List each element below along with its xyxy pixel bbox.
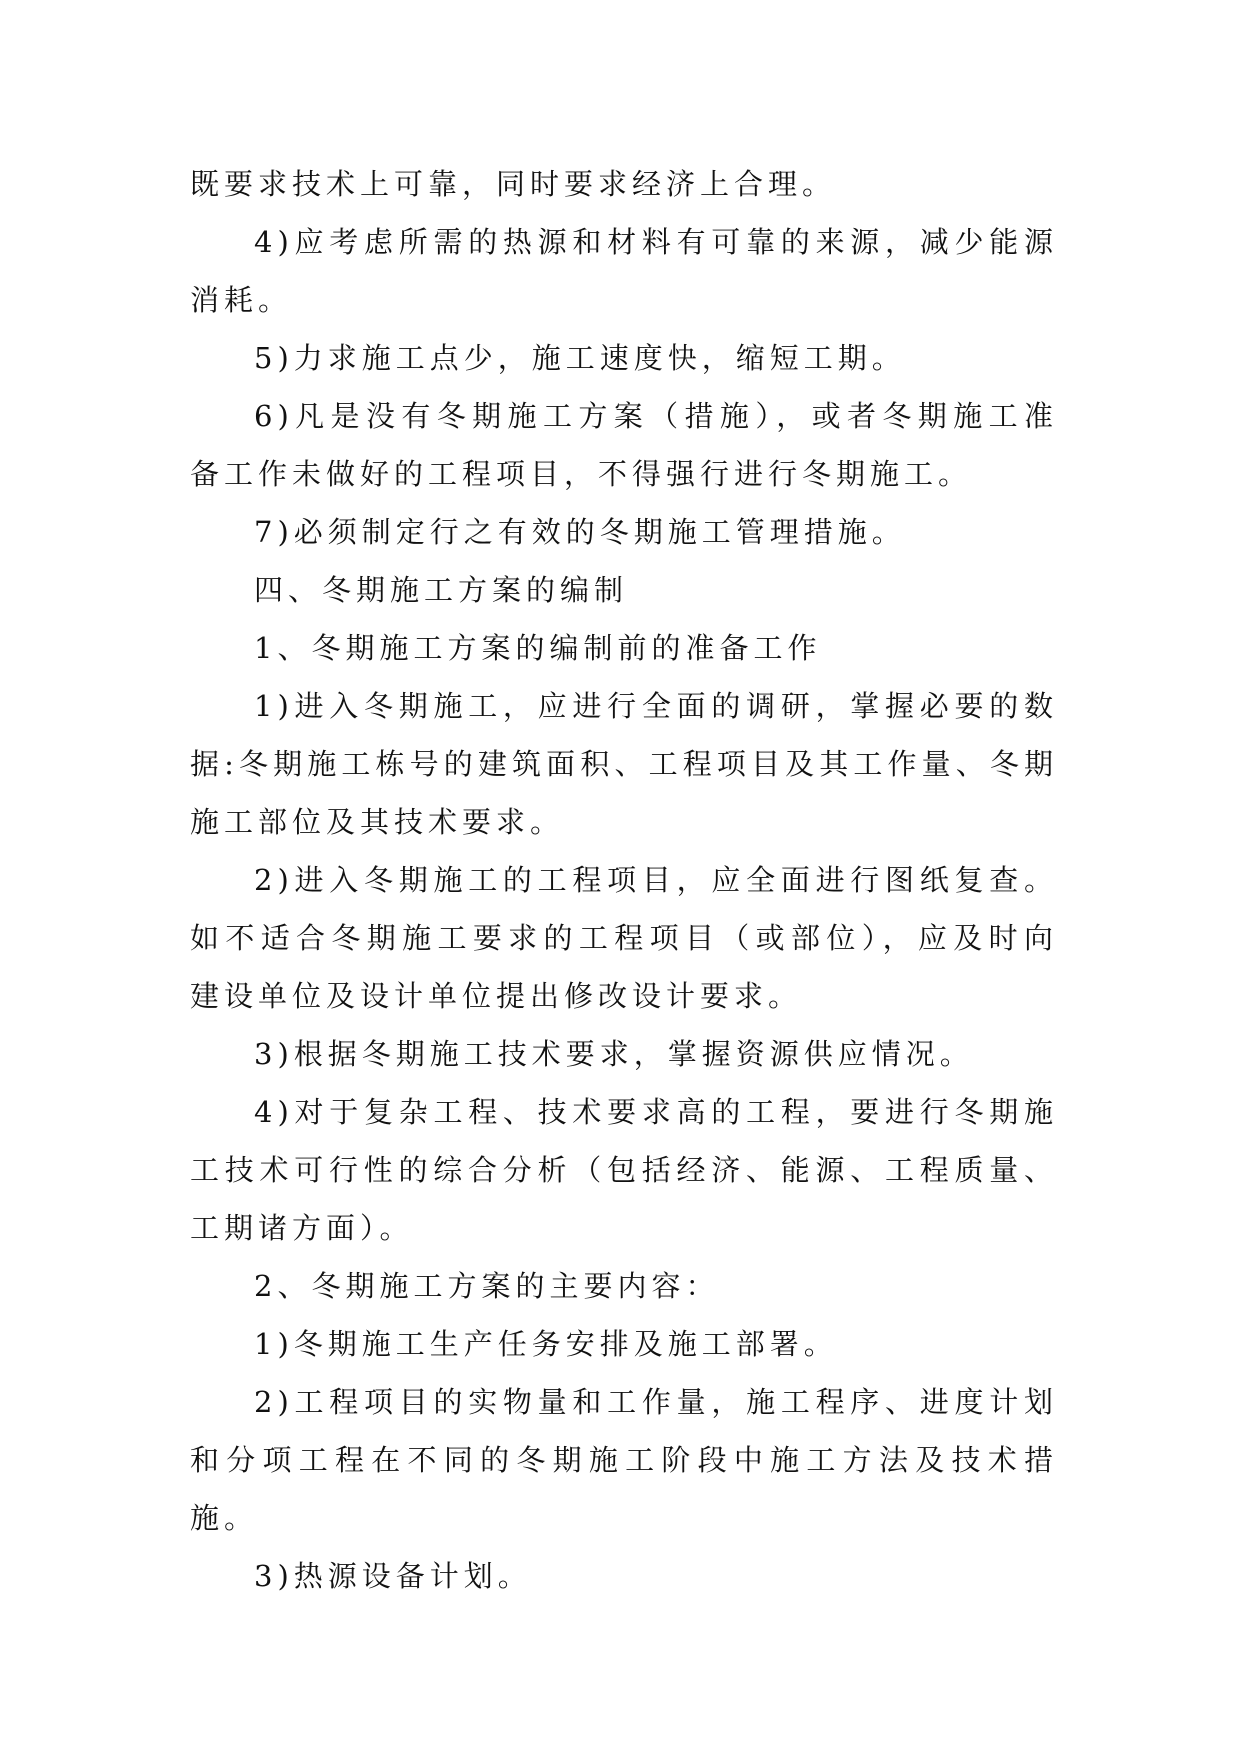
paragraph-content-1: 1)冬期施工生产任务安排及施工部署。 <box>254 1327 838 1361</box>
paragraph-item-4: 4)应考虑所需的热源和材料有可靠的来源，减少能源消耗。 <box>190 225 1058 317</box>
document-page <box>190 155 1058 1605</box>
paragraph-item-5: 5)力求施工点少，施工速度快，缩短工期。 <box>254 341 906 375</box>
subsection-heading-1: 1、冬期施工方案的编制前的准备工作 <box>254 631 822 665</box>
paragraph-continuation: 既要求技术上可靠，同时要求经济上合理。 <box>190 167 837 201</box>
paragraph-prep-2: 2)进入冬期施工的工程项目，应全面进行图纸复查。如不适合冬期施工要求的工程项目（或部位），应及时向建设单位及设计单位提出修改设计要求。 <box>190 863 1058 1013</box>
paragraph-content-2: 2)工程项目的实物量和工作量，施工程序、进度计划和分项工程在不同的冬期施工阶段中施工方法及技术措施。 <box>190 1385 1058 1535</box>
section-heading-4: 四、冬期施工方案的编制 <box>254 573 629 607</box>
paragraph-item-6: 6)凡是没有冬期施工方案（措施），或者冬期施工准备工作未做好的工程项目，不得强行进行冬期施工。 <box>190 399 1058 491</box>
paragraph-prep-4: 4)对于复杂工程、技术要求高的工程，要进行冬期施工技术可行性的综合分析（包括经济、能源、工程质量、工期诸方面）。 <box>190 1095 1058 1245</box>
paragraph-prep-1: 1)进入冬期施工，应进行全面的调研，掌握必要的数据:冬期施工栋号的建筑面积、工程项目及其工作量、冬期施工部位及其技术要求。 <box>190 689 1058 839</box>
paragraph-prep-3: 3)根据冬期施工技术要求，掌握资源供应情况。 <box>254 1037 974 1071</box>
paragraph-item-7: 7)必须制定行之有效的冬期施工管理措施。 <box>254 515 906 549</box>
paragraph-content-3: 3)热源设备计划。 <box>254 1559 532 1593</box>
subsection-heading-2: 2、冬期施工方案的主要内容： <box>254 1269 720 1303</box>
